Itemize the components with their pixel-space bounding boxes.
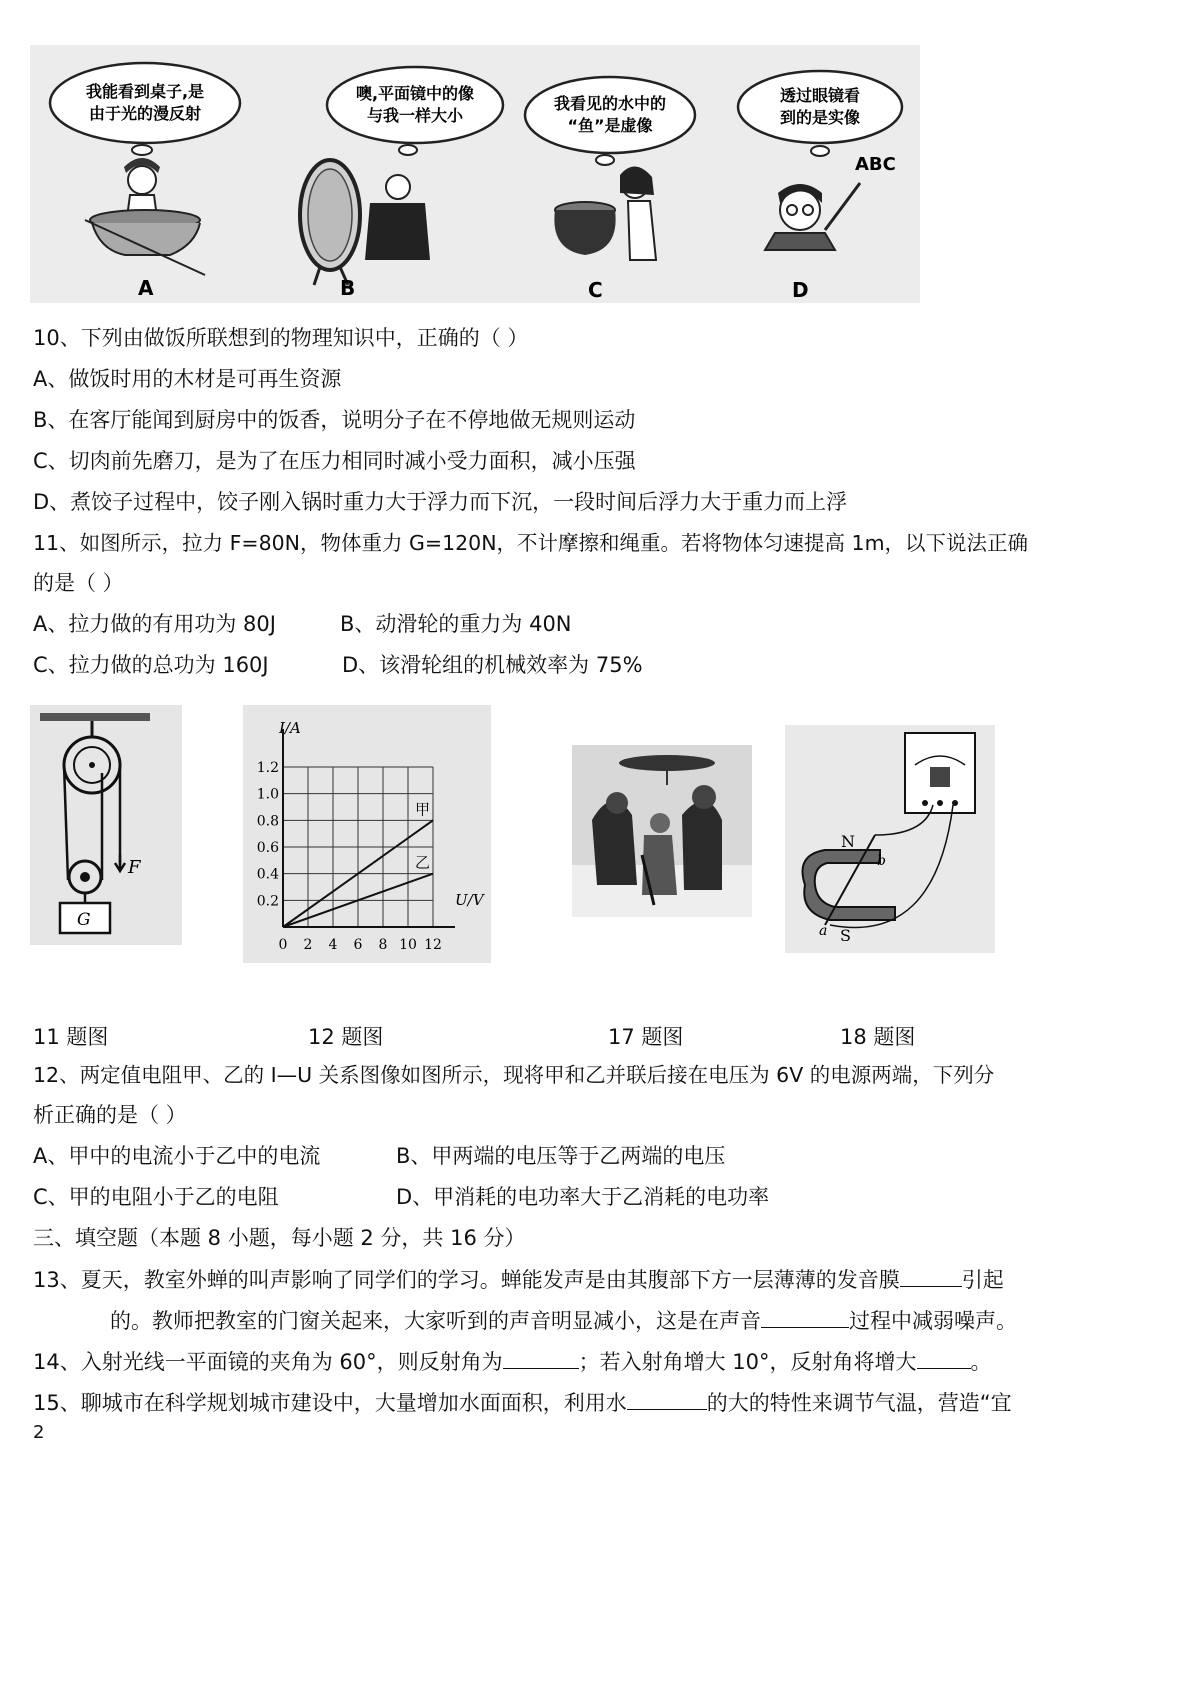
speech-bubble-d — [738, 71, 902, 156]
speech-bubble-c — [525, 77, 695, 165]
force-label-f: F — [128, 857, 141, 878]
q12-stem-line2: 析正确的是（ ） — [33, 1103, 187, 1127]
board-text: ABC — [855, 154, 896, 175]
q11-option-c: C、拉力做的总功为 160J — [33, 653, 269, 677]
option-d-label: D — [792, 278, 809, 302]
q14-blank-2[interactable] — [917, 1346, 971, 1369]
bubble-c-line1: 我看见的水中的 — [553, 94, 667, 113]
q10-option-a: A、做饭时用的木材是可再生资源 — [33, 367, 342, 391]
mirror-and-boy-drawing — [300, 160, 430, 285]
girl-at-table-drawing — [85, 158, 205, 275]
pulley-figure — [30, 705, 182, 945]
q11-option-d: D、该滑轮组的机械效率为 75% — [342, 653, 643, 677]
boy-with-glasses-drawing — [765, 154, 896, 250]
bubble-a-line2: 由于光的漫反射 — [88, 104, 202, 123]
q14-part3: 。 — [970, 1350, 992, 1374]
q10-option-b: B、在客厅能闻到厨房中的饭香，说明分子在不停地做无规则运动 — [33, 408, 636, 432]
bubble-b-line1: 噢,平面镜中的像 — [355, 84, 475, 103]
q11-stem-line2: 的是（ ） — [33, 571, 124, 595]
q13-blank-2[interactable] — [761, 1305, 849, 1328]
option-c-label: C — [588, 278, 603, 302]
x-tick-label: 12 — [424, 937, 442, 953]
q15-blank-1[interactable] — [627, 1387, 707, 1410]
q15-part1: 15、聊城市在科学规划城市建设中，大量增加水面面积，利用水 — [33, 1391, 627, 1415]
y-axis-label: I/A — [279, 719, 301, 737]
y-tick-label: 0.6 — [256, 840, 279, 856]
q13-part1: 13、夏天，教室外蝉的叫声影响了同学们的学习。蝉能发声是由其腹部下方一层薄薄的发音膜 — [33, 1268, 900, 1292]
q11-stem-line1: 11、如图所示，拉力 F=80N，物体重力 G=120N，不计摩擦和绳重。若将物体匀速提高 1m，以下说法正确 — [33, 531, 1029, 555]
q12-option-c: C、甲的电阻小于乙的电阻 — [33, 1185, 279, 1209]
x-tick-label: 8 — [378, 937, 388, 953]
girl-and-pot-drawing — [554, 166, 656, 260]
q10-option-c: C、切肉前先磨刀，是为了在压力相同时减小受力面积，减小压强 — [33, 449, 636, 473]
q13-part4: 过程中减弱噪声。 — [849, 1309, 1017, 1333]
q12-option-b: B、甲两端的电压等于乙两端的电压 — [396, 1144, 726, 1168]
north-pole-label: N — [841, 832, 855, 851]
y-tick-label: 1.0 — [256, 786, 279, 803]
y-tick-label: 0.8 — [256, 813, 279, 830]
caption-12: 12 题图 — [308, 1025, 384, 1049]
series-label-yi: 乙 — [415, 853, 431, 872]
bubble-c-line2: “鱼”是虚像 — [567, 116, 653, 135]
caption-18: 18 题图 — [840, 1025, 916, 1049]
caption-11: 11 题图 — [33, 1025, 109, 1049]
caption-17: 17 题图 — [608, 1025, 684, 1049]
x-tick-label: 2 — [303, 937, 313, 953]
q14-part1: 14、入射光线一平面镜的夹角为 60°，则反射角为 — [33, 1350, 503, 1374]
q14-part2: ；若入射角增大 10°，反射角将增大 — [578, 1350, 917, 1374]
x-tick-label: 0 — [278, 937, 288, 953]
south-pole-label: S — [840, 926, 851, 945]
q12-stem-line1: 12、两定值电阻甲、乙的 I—U 关系图像如图所示，现将甲和乙并联后接在电压为 6V 的电源两端，下列分 — [33, 1063, 995, 1087]
x-axis-label: U/V — [455, 891, 484, 909]
q15-part2: 的大的特性来调节气温，营造“宜 — [706, 1391, 1012, 1415]
y-tick-label: 0.2 — [256, 893, 279, 910]
q13-blank-1[interactable] — [900, 1264, 962, 1287]
q12-option-a: A、甲中的电流小于乙中的电流 — [33, 1144, 321, 1168]
speech-bubble-b — [327, 67, 503, 155]
iu-chart — [243, 705, 491, 963]
q13-line2 — [110, 1305, 1017, 1336]
q11-option-a: A、拉力做的有用功为 80J — [33, 612, 276, 636]
bubble-d-line1: 透过眼镜看 — [779, 86, 861, 105]
y-tick-label: 0.4 — [256, 866, 279, 883]
q15-line — [33, 1387, 1012, 1418]
x-tick-label: 4 — [328, 937, 338, 953]
ice-drilling-photo — [572, 745, 752, 917]
q13-line1 — [33, 1264, 1004, 1295]
q10-stem: 10、下列由做饭所联想到的物理知识中，正确的（ ） — [33, 326, 529, 350]
x-tick-label: 6 — [353, 937, 363, 953]
optics-illustration — [30, 45, 920, 303]
bubble-d-line2: 到的是实像 — [779, 108, 861, 127]
bubble-b-line2: 与我一样大小 — [366, 106, 464, 125]
q14-blank-1[interactable] — [503, 1346, 579, 1369]
option-b-label: B — [340, 276, 356, 300]
x-tick-label: 10 — [399, 937, 417, 953]
q13-part2: 引起 — [961, 1268, 1004, 1292]
q14-line — [33, 1346, 992, 1377]
series-label-jia: 甲 — [415, 800, 431, 819]
q11-option-b: B、动滑轮的重力为 40N — [340, 612, 572, 636]
speech-bubble-a — [50, 63, 240, 155]
section-3-heading: 三、填空题（本题 8 小题，每小题 2 分，共 16 分） — [33, 1226, 526, 1250]
q13-part3: 的。教师把教室的门窗关起来，大家听到的声音明显减小，这是在声音 — [110, 1309, 761, 1333]
page-number: 2 — [33, 1422, 45, 1443]
magnet-circuit-figure — [785, 725, 995, 953]
weight-label-g: G — [77, 910, 91, 930]
point-b-label: b — [877, 853, 886, 869]
y-tick-label: 1.2 — [256, 760, 279, 776]
q10-option-d: D、煮饺子过程中，饺子刚入锅时重力大于浮力而下沉，一段时间后浮力大于重力而上浮 — [33, 490, 848, 514]
point-a-label: a — [819, 923, 828, 939]
option-a-label: A — [138, 276, 154, 300]
q12-option-d: D、甲消耗的电功率大于乙消耗的电功率 — [396, 1185, 770, 1209]
bubble-a-line1: 我能看到桌子,是 — [85, 82, 205, 101]
